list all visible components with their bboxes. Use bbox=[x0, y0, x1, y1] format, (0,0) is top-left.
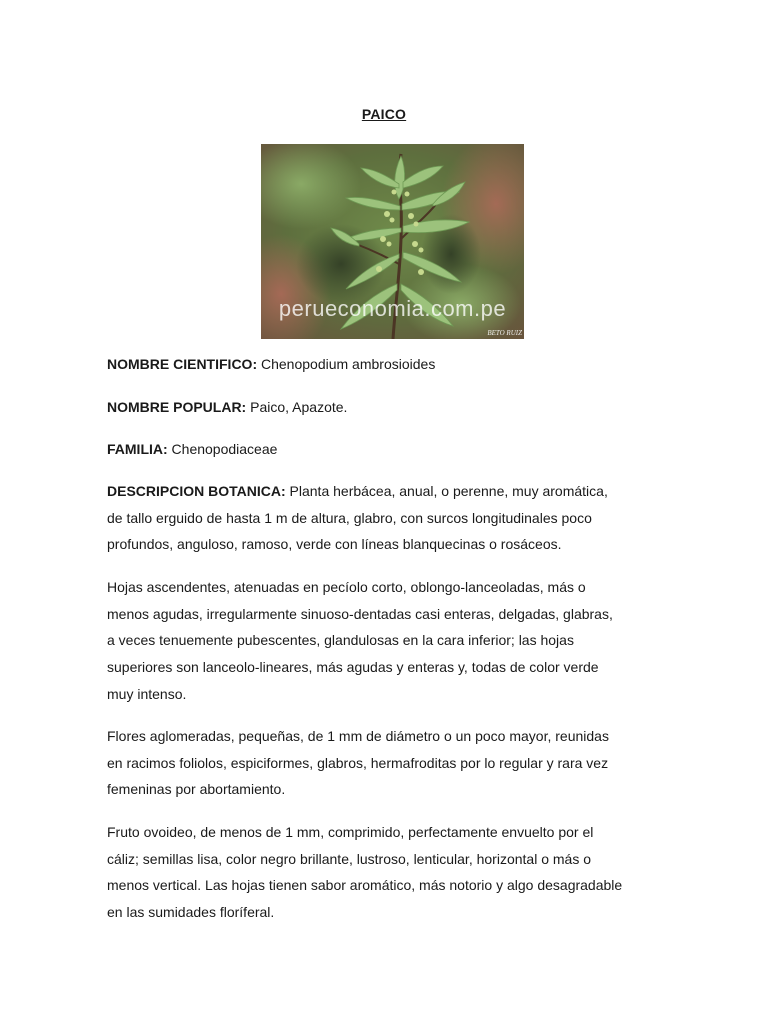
paragraph-line: Fruto ovoideo, de menos de 1 mm, comprimido, perfectamente envuelto por el bbox=[107, 824, 594, 840]
page-title: PAICO bbox=[361, 106, 407, 122]
plant-photo bbox=[261, 144, 524, 339]
paragraph-line bbox=[107, 478, 667, 505]
leaves-paragraph bbox=[107, 574, 667, 708]
scientific-name-label: NOMBRE CIENTIFICO: bbox=[107, 356, 258, 372]
paragraph-line: menos agudas, irregularmente sinuoso-dentadas casi enteras, delgadas, glabras, bbox=[107, 605, 613, 622]
popular-name-value: Paico, Apazote. bbox=[250, 399, 348, 415]
botanical-description bbox=[107, 478, 667, 558]
family-value: Chenopodiaceae bbox=[171, 441, 278, 457]
flowers-paragraph bbox=[107, 723, 667, 803]
paragraph-line-text: Planta herbácea, anual, o perenne, muy aromática, bbox=[289, 483, 608, 499]
paragraph-line: en racimos foliolos, espiciformes, glabros, hermafroditas por lo regular y rara vez bbox=[107, 754, 609, 771]
paragraph-line: a veces tenuemente pubescentes, glandulosas en la cara inferior; las hojas bbox=[107, 632, 574, 649]
popular-name-label: NOMBRE POPULAR: bbox=[107, 399, 247, 415]
fruit-paragraph bbox=[107, 819, 667, 926]
popular-name-row bbox=[107, 398, 347, 416]
paragraph-line: superiores son lanceolo-lineares, más agudas y enteras y, todas de color verde bbox=[107, 659, 599, 676]
paragraph-line: Hojas ascendentes, atenuadas en pecíolo corto, oblongo-lanceoladas, más o bbox=[107, 579, 586, 595]
paragraph-line: de tallo erguido de hasta 1 m de altura, glabro, con surcos longitudinales poco bbox=[107, 509, 592, 526]
scientific-name-value: Chenopodium ambrosioides bbox=[261, 356, 436, 372]
scientific-name-row bbox=[107, 355, 435, 373]
family-label: FAMILIA: bbox=[107, 441, 168, 457]
photo-credit: BETO RUIZ bbox=[487, 329, 522, 337]
paragraph-line: menos vertical. Las hojas tienen sabor aromático, más notorio y algo desagradable bbox=[107, 877, 623, 894]
paragraph-line: profundos, anguloso, ramoso, verde con líneas blanquecinas o rosáceos. bbox=[107, 536, 562, 553]
paragraph-line: femeninas por abortamiento. bbox=[107, 781, 286, 798]
paragraph-line: Flores aglomeradas, pequeñas, de 1 mm de diámetro o un poco mayor, reunidas bbox=[107, 728, 609, 744]
paragraph-line: muy intenso. bbox=[107, 685, 187, 702]
botanical-description-label: DESCRIPCION BOTANICA: bbox=[107, 483, 286, 499]
paragraph-line: cáliz; semillas lisa, color negro brillante, lustroso, lenticular, horizontal o más o bbox=[107, 850, 591, 867]
paragraph-line: en las sumidades floríferal. bbox=[107, 904, 275, 921]
photo-watermark: perueconomia.com.pe bbox=[278, 296, 507, 321]
family-row bbox=[107, 440, 277, 458]
